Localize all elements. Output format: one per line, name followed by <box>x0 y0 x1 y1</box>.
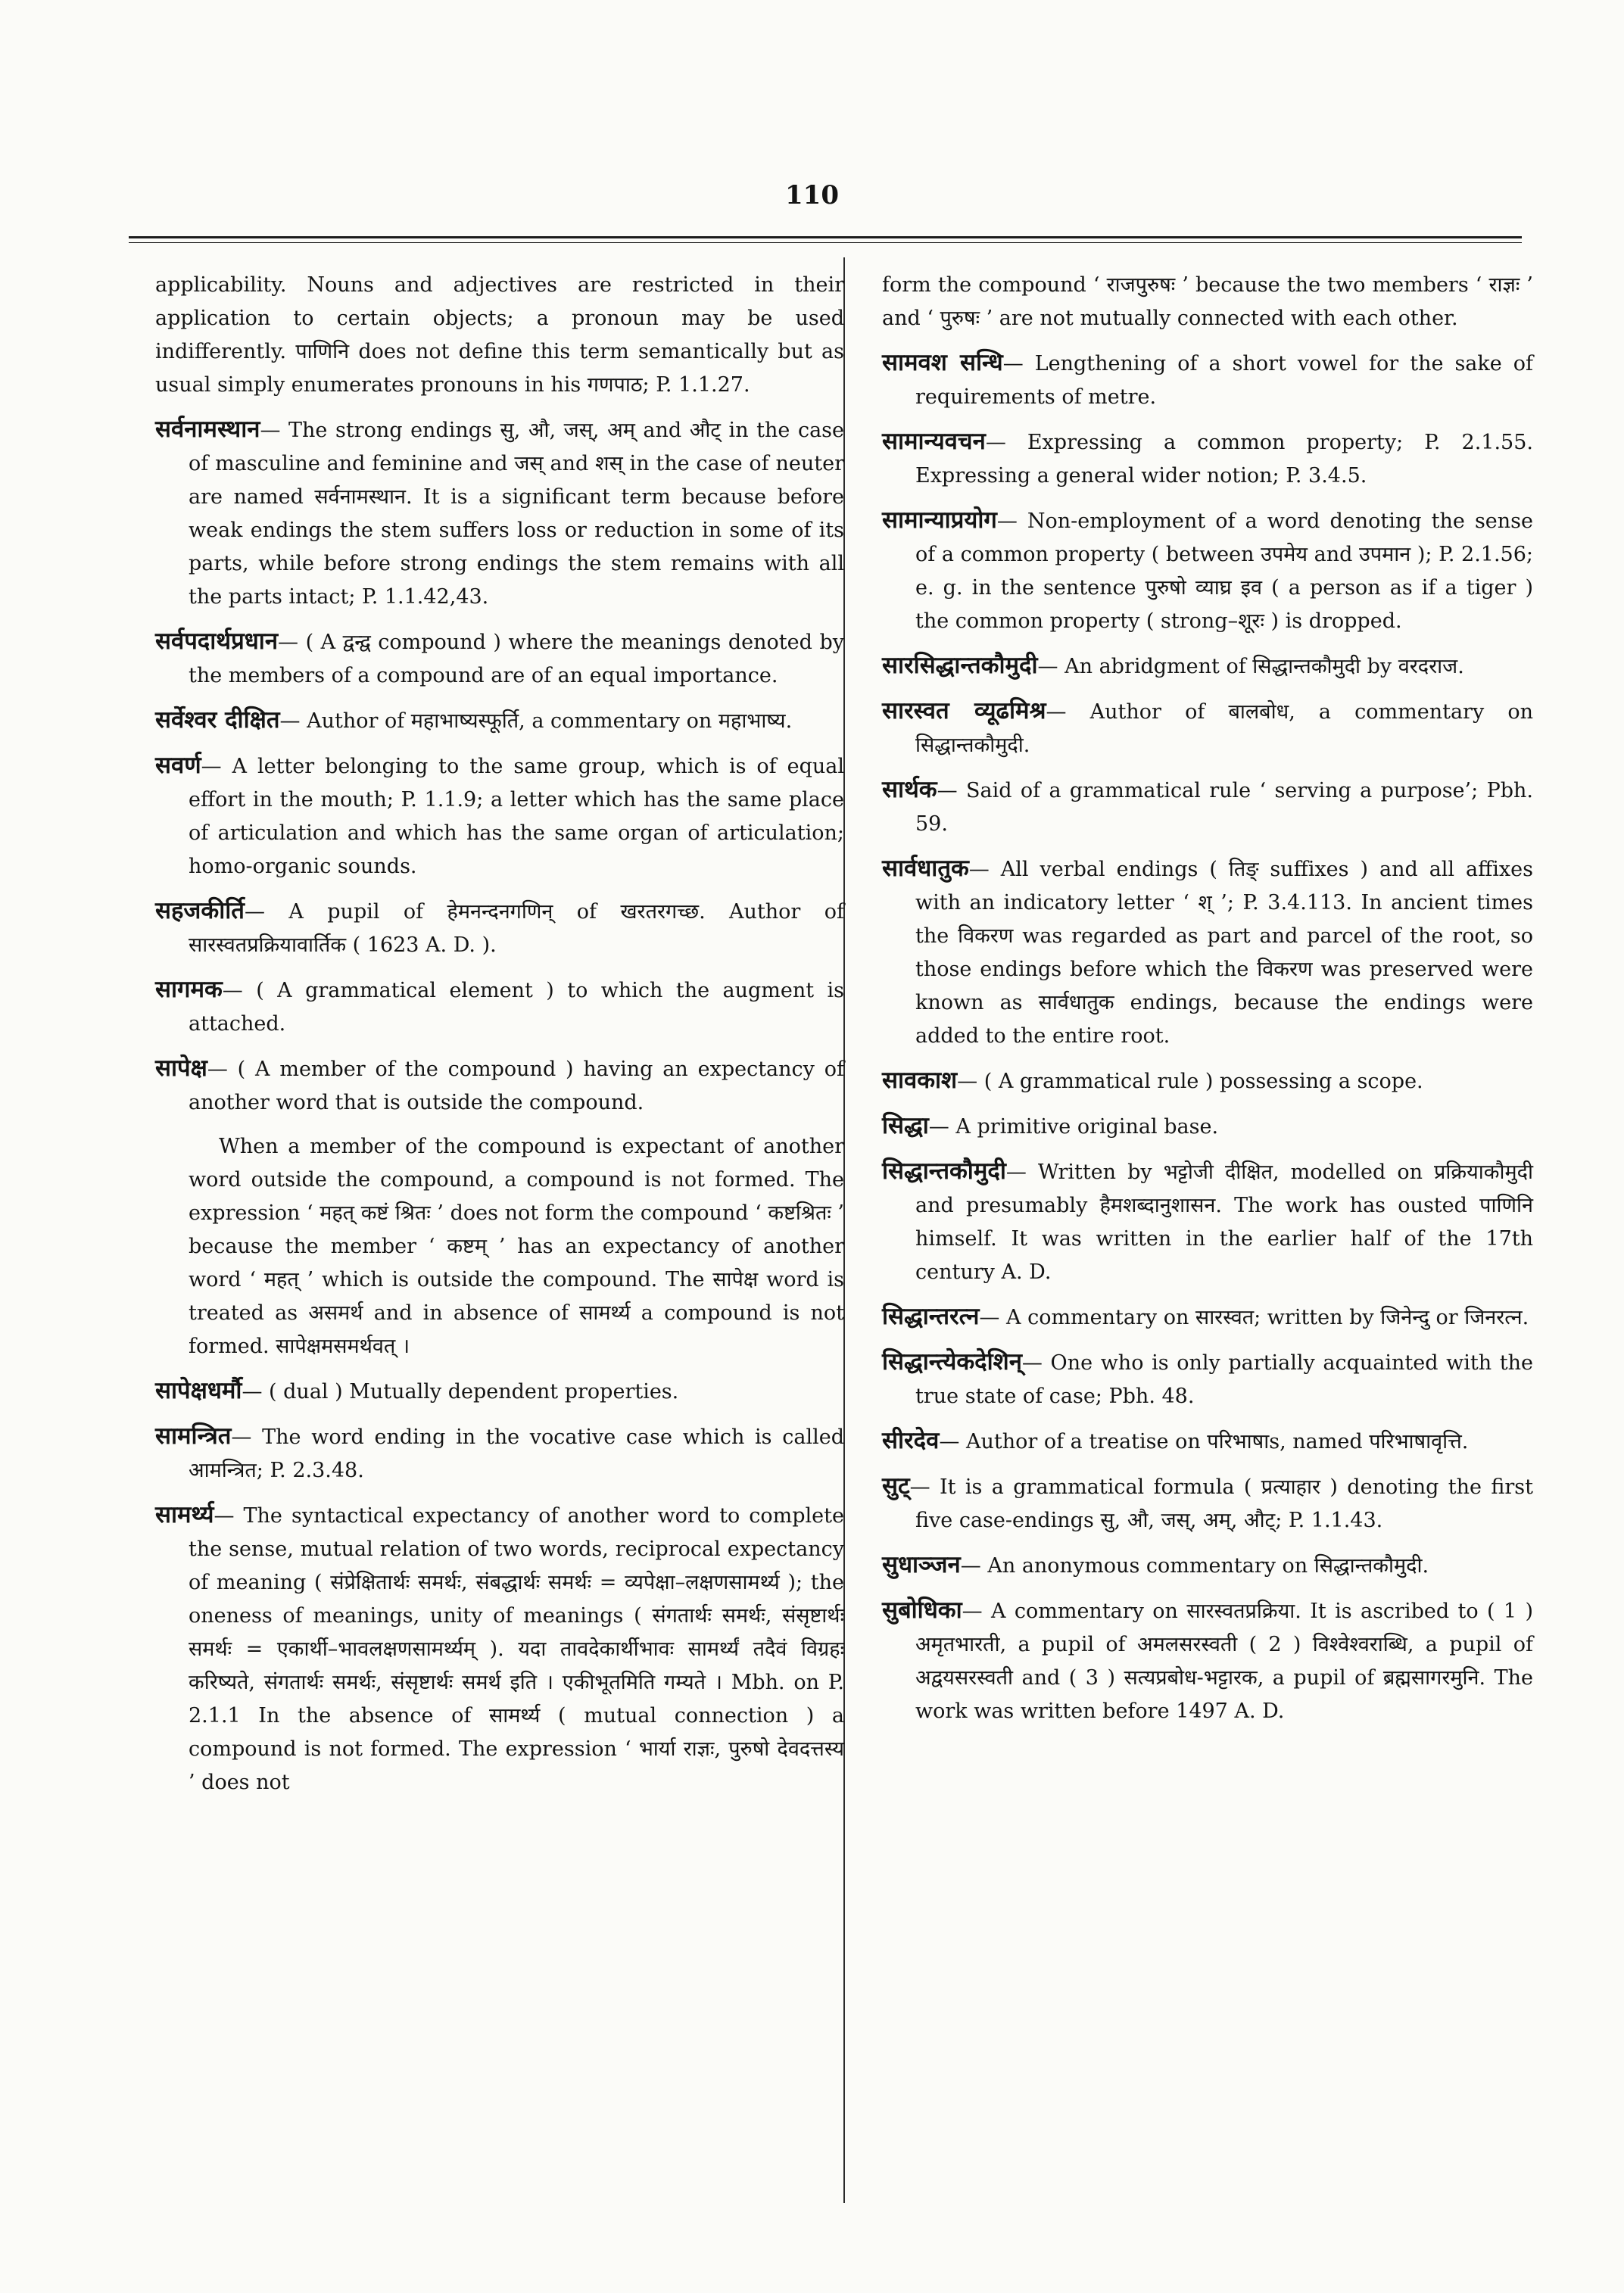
entry-headword: सुधाञ्जन <box>882 1551 961 1578</box>
dictionary-entry <box>882 773 1533 841</box>
entry-headword: सिद्धान्तरत्न <box>882 1303 980 1330</box>
entry-definition: — Written by भट्टोजी दीक्षित, modelled on प्रक्रियाकौमुदी and presumably हैमशब्दानुशासन. The work has ousted पाणिनि himself. It was written in the earlier half of the 17th century A. D. <box>915 1161 1533 1284</box>
dictionary-entry <box>155 625 844 693</box>
header-rule <box>129 236 1522 238</box>
dictionary-entry <box>882 694 1533 762</box>
dictionary-entry <box>882 1345 1533 1413</box>
dictionary-entry <box>155 973 844 1041</box>
entry-definition: — An abridgment of सिद्धान्तकौमुदी by वरदराज. <box>1037 655 1464 678</box>
entry-headword: सापेक्ष <box>155 1055 207 1082</box>
header-rule-thin <box>129 242 1522 243</box>
entry-headword: सवर्ण <box>155 752 201 779</box>
dictionary-entry <box>882 346 1533 414</box>
entry-definition: — Expressing a common property; P. 2.1.55. Expressing a general wider notion; P. 3.4.5. <box>915 431 1533 488</box>
page-number: 110 <box>785 180 839 210</box>
entry-headword: सापेक्षधर्मौ <box>155 1377 242 1404</box>
entry-definition: — Author of बालबोध, a commentary on सिद्धान्तकौमुदी. <box>915 700 1533 757</box>
entry-definition: — A commentary on सारस्वतप्रक्रिया. It is ascribed to ( 1 ) अमृतभारती, a pupil of अमलसरस्वती ( 2 ) विश्वेश्वराब्धि, a pupil of अद्वयसरस्वती and ( 3 ) सत्यप्रबोध-भट्टारक, a pupil of ब्रह्मसागरमुनि. The work was written before 1497 A. D. <box>915 1600 1533 1723</box>
continued-text: form the compound ‘ राजपुरुषः ’ because the two members ‘ राज्ञः ’ and ‘ पुरुषः ’ are not mutually connected with each other. <box>882 273 1533 330</box>
entry-headword: सार्थक <box>882 776 937 803</box>
dictionary-entry <box>882 649 1533 684</box>
entry-definition: — Author of महाभाष्यस्फूर्ति, a commentary on महाभाष्य. <box>279 709 793 733</box>
entry-headword: सामन्त्रित <box>155 1422 232 1450</box>
dictionary-entry <box>882 852 1533 1053</box>
dictionary-entry <box>882 1300 1533 1335</box>
entry-headword: सारस्वत व्यूढमिश्र <box>882 697 1046 724</box>
entry-headword: सागमक <box>155 976 223 1003</box>
entry-definition: — A primitive original base. <box>928 1115 1219 1139</box>
dictionary-entry <box>155 749 844 883</box>
dictionary-entry <box>882 1548 1533 1583</box>
entry-headword: सामान्यवचन <box>882 428 986 455</box>
dictionary-entry <box>155 1051 844 1120</box>
dictionary-entry <box>155 894 844 962</box>
right-column <box>882 269 1533 1739</box>
entry-headword: सार्वधातुक <box>882 855 969 882</box>
entry-headword: सुट् <box>882 1472 910 1500</box>
entry-note-paragraph: When a member of the compound is expectant of another word outside the compound, a compound is not formed. The expression ‘ महत् कष्टं श्रितः ’ does not form the compound ‘ कष्टश्रितः ’ because the member ‘ कष्टम् ’ has an expectancy of another word ‘ महत् ’ which is outside the compound. The सापेक्ष word is treated as असमर्थ and in absence of सामर्थ्य a compound is not formed. सापेक्षमसमर्थवत् । <box>189 1135 844 1358</box>
entry-headword: सहजकीर्ति <box>155 897 245 924</box>
entry-headword: सर्वेश्वर दीक्षित <box>155 706 280 734</box>
dictionary-entry <box>882 425 1533 493</box>
entry-headword: सीरदेव <box>882 1427 940 1454</box>
entry-definition: — Author of a treatise on परिभाषाs, named परिभाषावृत्ति. <box>939 1430 1469 1453</box>
dictionary-entry <box>155 413 844 614</box>
entry-definition: — ( dual ) Mutually dependent properties. <box>242 1380 679 1404</box>
dictionary-entry <box>882 503 1533 638</box>
entry-headword: सर्वनामस्थान <box>155 416 260 443</box>
entry-definition: — Non-employment of a word denoting the sense of a common property ( between उपमेय and उपमान ); P. 2.1.56; e. g. in the sentence पुरुषो व्याघ्र इव ( a person as if a tiger ) the common property ( strong–शूरः ) is dropped. <box>915 509 1533 633</box>
entry-headword: सामान्याप्रयोग <box>882 506 997 534</box>
entry-definition: — The syntactical expectancy of another word to complete the sense, mutual relation of two words, reciprocal expectancy of meaning ( संप्रेक्षितार्थः समर्थः, संबद्धार्थः समर्थः = व्यपेक्षा–लक्षणसामर्थ्य ); the oneness of meanings, unity of meanings ( संगतार्थः समर्थः, संसृष्टार्थः समर्थः = एकार्थी–भावलक्षणसामर्थ्यम् ). यदा तावदेकार्थीभावः सामर्थ्यं तदैवं विग्रहः करिष्यते, संगतार्थः समर्थः, संसृष्टार्थः समर्थ इति । एकीभूतमिति गम्यते । Mbh. on P. 2.1.1 In the absence of सामर्थ्य ( mutual connection ) a compound is not formed. The expression ‘ भार्या राज्ञः, पुरुषो देवदत्तस्य ’ does not <box>189 1504 844 1794</box>
dictionary-entry <box>882 1064 1533 1098</box>
dictionary-entry <box>155 703 844 738</box>
entry-headword: सावकाश <box>882 1067 958 1094</box>
entry-definition: — An anonymous commentary on सिद्धान्तकौमुदी. <box>960 1554 1429 1578</box>
entry-definition: — The strong endings सु, औ, जस्, अम् and औट् in the case of masculine and feminine and जस् and शस् in the case of neuter are named सर्वनामस्थान. It is a significant term because before weak endings the stem suffers loss or reduction in some of its parts, while before strong endings the stem remains with all the parts intact; P. 1.1.42,43. <box>189 419 844 609</box>
entry-definition: — Lengthening of a short vowel for the sake of requirements of metre. <box>915 352 1533 409</box>
dictionary-entry <box>882 1109 1533 1144</box>
entry-definition: — ( A grammatical rule ) possessing a scope. <box>957 1070 1423 1093</box>
entry-headword: सर्वपदार्थप्रधान <box>155 628 279 655</box>
entry-headword: सामर्थ्य <box>155 1501 214 1528</box>
dictionary-entry <box>155 1419 844 1488</box>
entry-definition: — A commentary on सारस्वत; written by जिनेन्दु or जिनरत्न. <box>979 1306 1529 1329</box>
entry-headword: सिद्धान्तकौमुदी <box>882 1157 1006 1185</box>
entry-definition: — A pupil of हेमनन्दनगणिन् of खरतरगच्छ. Author of सारस्वतप्रक्रियावार्तिक ( 1623 A. D. ). <box>189 900 844 957</box>
entry-definition: — It is a grammatical formula ( प्रत्याहार ) denoting the first five case-endings सु, औ, जस्, अम्, औट्; P. 1.1.43. <box>909 1475 1533 1532</box>
entry-definition: — ( A member of the compound ) having an expectancy of another word that is outside the compound. <box>189 1058 844 1114</box>
dictionary-entry <box>882 1594 1533 1728</box>
entry-headword: सारसिद्धान्तकौमुदी <box>882 652 1038 679</box>
continued-text: applicability. Nouns and adjectives are restricted in their application to certain objects; a pronoun may be used indifferently. पाणिनि does not define this term semantically but as usual simply enumerates pronouns in his गणपाठ; P. 1.1.27. <box>155 273 844 397</box>
entry-definition: — A letter belonging to the same group, which is of equal effort in the mouth; P. 1.1.9; a letter which has the same place of articulation and which has the same organ of articulation; homo-organic sounds. <box>189 755 844 878</box>
entry-headword: सामवश सन्धि <box>882 349 1003 376</box>
left-column <box>155 269 844 1810</box>
dictionary-entry <box>155 1374 844 1409</box>
dictionary-entry <box>155 1498 844 1799</box>
dictionary-entry <box>882 1424 1533 1459</box>
entry-definition: — The word ending in the vocative case which is called आमन्त्रित; P. 2.3.48. <box>189 1425 844 1482</box>
entry-definition: — ( A द्वन्द्व compound ) where the meanings denoted by the members of a compound are of an equal importance. <box>189 631 844 687</box>
dictionary-entry <box>882 1154 1533 1289</box>
entry-definition: — Said of a grammatical rule ‘ serving a purpose’; Pbh. 59. <box>915 779 1533 836</box>
entry-headword: सिद्धा <box>882 1112 929 1139</box>
entry-definition: — One who is only partially acquainted with the true state of case; Pbh. 48. <box>915 1351 1533 1408</box>
dictionary-entry <box>882 1469 1533 1537</box>
entry-definition: — ( A grammatical element ) to which the augment is attached. <box>189 979 844 1036</box>
entry-headword: सुबोधिका <box>882 1597 962 1624</box>
entry-definition: — All verbal endings ( तिङ् suffixes ) and all affixes with an indicatory letter ‘ श् ’; P. 3.4.113. In ancient times the विकरण was regarded as part and parcel of the root, so those endings before which the विकरण was preserved were known as सार्वधातुक endings, because the endings were added to the entire root. <box>915 858 1533 1048</box>
entry-headword: सिद्धान्त्येकदेशिन् <box>882 1348 1022 1375</box>
